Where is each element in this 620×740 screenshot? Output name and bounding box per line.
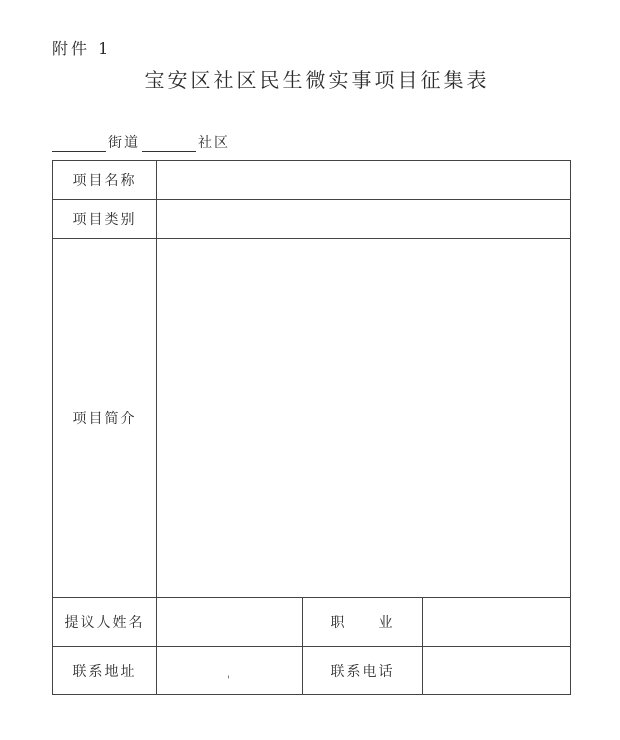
proposer-name-label: 提议人姓名: [53, 598, 157, 647]
project-name-field[interactable]: [157, 161, 571, 200]
project-category-field[interactable]: [157, 200, 571, 239]
row-project-intro: [53, 239, 571, 598]
project-category-label: 项目类别: [53, 200, 157, 239]
contact-phone-field[interactable]: [423, 647, 571, 695]
project-intro-field[interactable]: [157, 239, 571, 598]
proposer-name-field[interactable]: [157, 598, 303, 647]
row-project-category: [53, 200, 571, 239]
contact-address-field[interactable]: [157, 647, 303, 695]
address-line: [52, 132, 232, 152]
form-title: 宝安区社区民生微实事项目征集表: [144, 68, 490, 92]
row-project-name: [53, 161, 571, 200]
collection-form-table: [52, 160, 571, 695]
row-proposer: [53, 598, 571, 647]
community-blank[interactable]: [142, 135, 196, 152]
street-label: 街道: [108, 135, 140, 151]
street-blank[interactable]: [52, 135, 106, 152]
occupation-field[interactable]: [423, 598, 571, 647]
contact-address-label: 联系地址: [53, 647, 157, 695]
row-contact: [53, 647, 571, 695]
contact-phone-label: 联系电话: [303, 647, 423, 695]
project-intro-label: 项目简介: [53, 239, 157, 598]
project-name-label: 项目名称: [53, 161, 157, 200]
stray-mark: ': [227, 674, 232, 686]
attachment-label: 附件 1: [52, 39, 112, 58]
occupation-label: 职 业: [303, 598, 423, 647]
community-label: 社区: [198, 135, 230, 151]
